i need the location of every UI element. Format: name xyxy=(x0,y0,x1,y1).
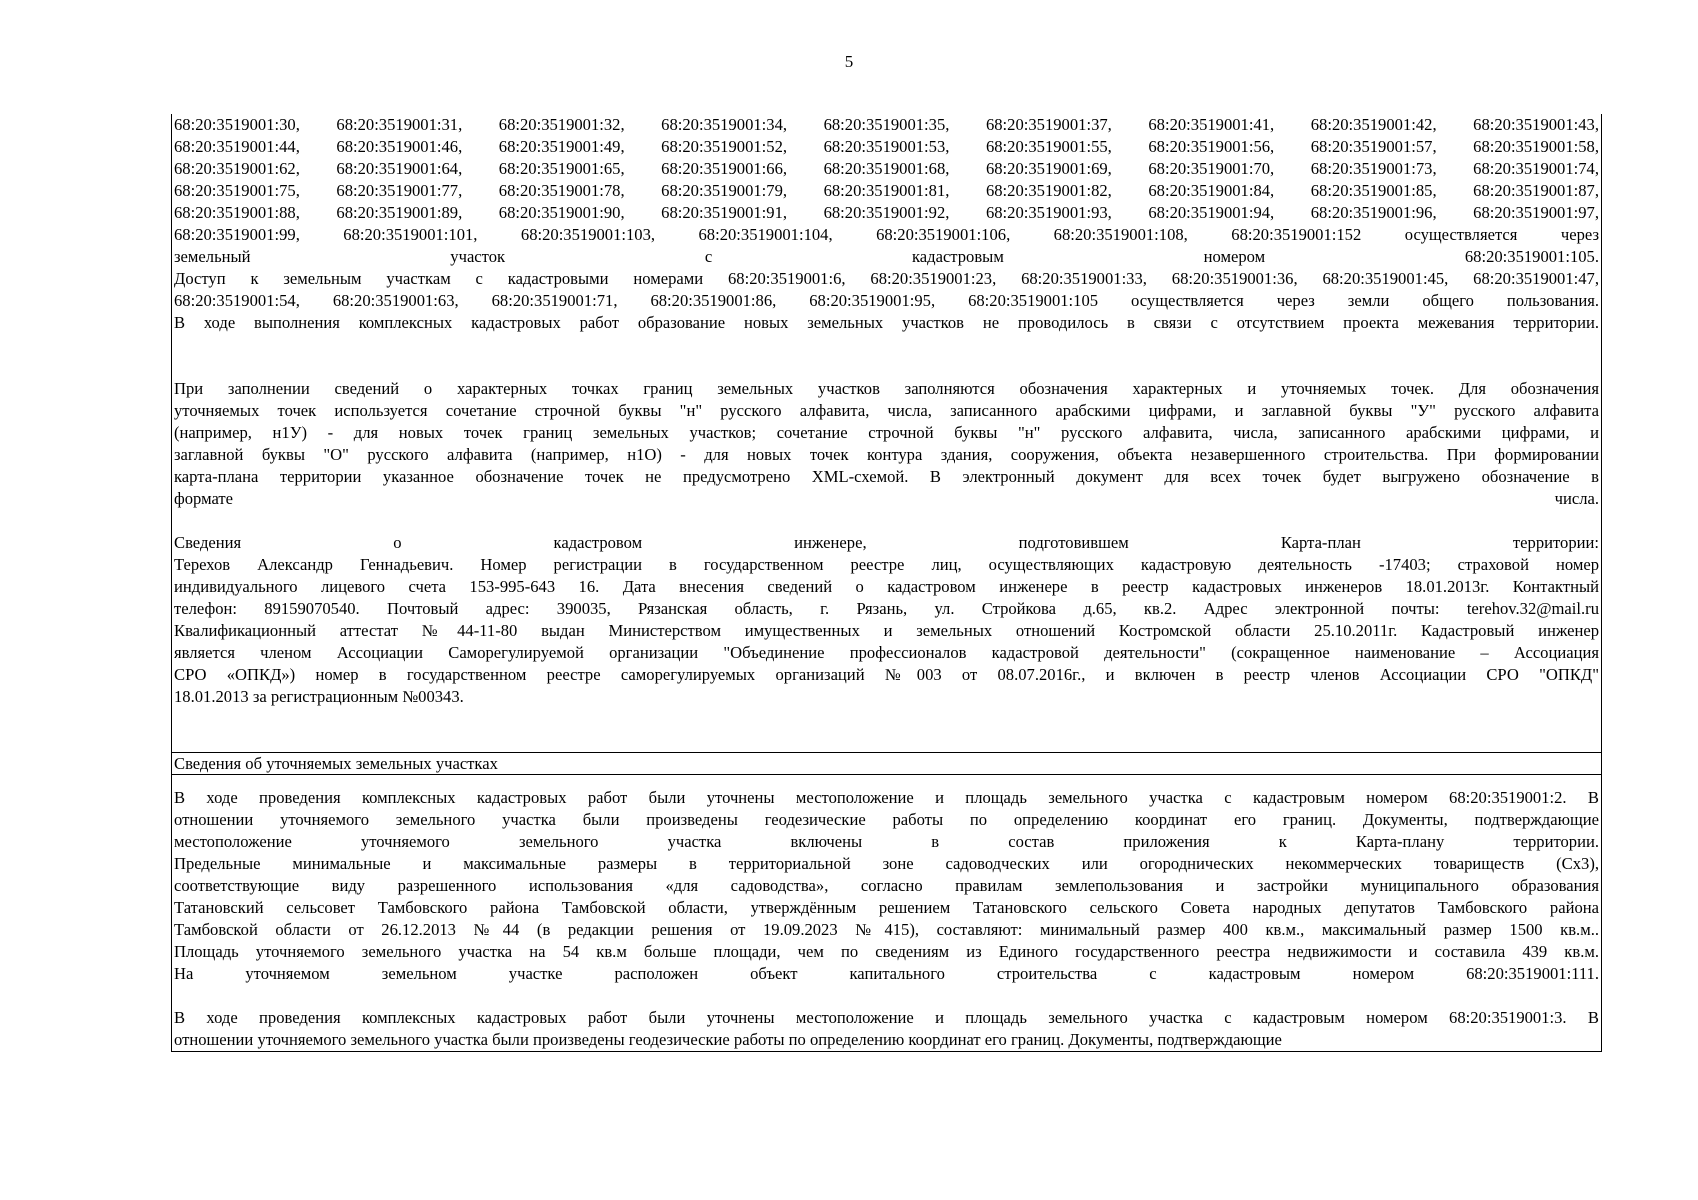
page-number: 5 xyxy=(844,52,854,71)
text-line: Татановский сельсовет Тамбовского района Тамбовской области, утверждённым решением Татановского сельского Совета народных депутатов Тамбовского района xyxy=(174,898,1599,917)
text-line: Предельные минимальные и максимальные размеры в территориальной зоне садоводческих или огороднических некоммерческих товариществ (Сх3), xyxy=(174,854,1599,873)
text-line: уточняемых точек используется сочетание строчной буквы "н" русского алфавита, числа, записанного арабскими цифрами, и заглавной буквы "У" русского алфавита xyxy=(174,401,1599,420)
text-line: отношении уточняемого земельного участка были произведены геодезические работы по определению координат его границ. Документы, подтверждающие xyxy=(174,810,1599,829)
text-line: 68:20:3519001:54, 68:20:3519001:63, 68:20:3519001:71, 68:20:3519001:86, 68:20:3519001:95, 68:20:3519001:105 осуществляется через земли общего пользования. xyxy=(174,291,1599,310)
text-line: Доступ к земельным участкам с кадастровыми номерами 68:20:3519001:6, 68:20:3519001:23, 68:20:3519001:33, 68:20:3519001:36, 68:20:3519001:45, 68:20:3519001:47, xyxy=(174,269,1599,288)
text-line: 68:20:3519001:88, 68:20:3519001:89, 68:20:3519001:90, 68:20:3519001:91, 68:20:3519001:92, 68:20:3519001:93, 68:20:3519001:94, 68:20:3519001:96, 68:20:3519001:97, xyxy=(174,203,1599,222)
block-cadastral-engineer xyxy=(172,532,1601,708)
text-line: При заполнении сведений о характерных точках границ земельных участков заполняются обозначения характерных и уточняемых точек. Для обозначения xyxy=(174,379,1599,398)
text-line: Площадь уточняемого земельного участка на 54 кв.м больше площади, чем по сведениям из Единого государственного реестра недвижимости и составила 439 кв.м. xyxy=(174,942,1599,961)
text-line: земельный участок с кадастровым номером 68:20:3519001:105. xyxy=(174,247,1599,266)
text-line: Тамбовской области от 26.12.2013 №44 (в редакции решения от 19.09.2023 №415), составляют: минимальный размер 400 кв.м., максимальный размер 1500 кв.м.. xyxy=(174,920,1599,939)
block-point-designations xyxy=(172,378,1601,510)
text-line: карта-плана территории указанное обозначение точек не предусмотрено XML-схемой. В электронный документ для всех точек будет выгружено обозначение в xyxy=(174,467,1599,486)
text-line: Квалификационный аттестат №44-11-80 выдан Министерством имущественных и земельных отношений Костромской области 25.10.2011г. Кадастровый инженер xyxy=(174,621,1599,640)
text-line: (например, н1У) - для новых точек границ земельных участков; сочетание строчной буквы "н" русского алфавита, числа, записанного арабскими цифрами, и xyxy=(174,423,1599,442)
text-line: Сведения о кадастровом инженере, подготовившем Карта-план территории: xyxy=(174,533,1599,552)
text-line: соответствующие виду разрешенного использования «для садоводства», согласно правилам землепользования и застройки муниципального образования xyxy=(174,876,1599,895)
section-header: Сведения об уточняемых земельных участках xyxy=(172,752,1601,775)
block-parcel-3 xyxy=(172,1007,1601,1051)
text-line: В ходе проведения комплексных кадастровых работ были уточнены местоположение и площадь земельного участка с кадастровым номером 68:20:3519001:2. В xyxy=(174,788,1599,807)
text-line: 68:20:3519001:30, 68:20:3519001:31, 68:20:3519001:32, 68:20:3519001:34, 68:20:3519001:35, 68:20:3519001:37, 68:20:3519001:41, 68:20:3519001:42, 68:20:3519001:43, xyxy=(174,115,1599,134)
text-line: 18.01.2013 за регистрационным №00343. xyxy=(174,687,464,706)
text-line: В ходе выполнения комплексных кадастровых работ образование новых земельных участков не проводилось в связи с отсутствием проекта межевания территории. xyxy=(174,313,1599,332)
text-line: заглавной буквы "О" русского алфавита (например, н1О) - для новых точек контура здания, сооружения, объекта незавершенного строительства. При формировании xyxy=(174,445,1599,464)
text-line: 68:20:3519001:62, 68:20:3519001:64, 68:20:3519001:65, 68:20:3519001:66, 68:20:3519001:68, 68:20:3519001:69, 68:20:3519001:70, 68:20:3519001:73, 68:20:3519001:74, xyxy=(174,159,1599,178)
text-line: СРО «ОПКД») номер в государственном реестре саморегулируемых организаций №003 от 08.07.2016г., и включен в реестр членов Ассоциации СРО "ОПКД" xyxy=(174,665,1599,684)
text-line: 68:20:3519001:44, 68:20:3519001:46, 68:20:3519001:49, 68:20:3519001:52, 68:20:3519001:53, 68:20:3519001:55, 68:20:3519001:56, 68:20:3519001:57, 68:20:3519001:58, xyxy=(174,137,1599,156)
text-line: На уточняемом земельном участке расположен объект капитального строительства с кадастровым номером 68:20:3519001:111. xyxy=(174,964,1599,983)
text-line: телефон: 89159070540. Почтовый адрес: 390035, Рязанская область, г. Рязань, ул. Стройкова д.65, кв.2. Адрес электронной почты: terehov.32@mail.ru xyxy=(174,599,1599,618)
block-access-parcels xyxy=(172,114,1601,334)
text-line: Терехов Александр Геннадьевич. Номер регистрации в государственном реестре лиц, осуществляющих кадастровую деятельность -17403; страховой номер xyxy=(174,555,1599,574)
text-line: является членом Ассоциации Саморегулируемой организации "Объединение профессионалов кадастровой деятельности" (сокращенное наименование – Ассоциация xyxy=(174,643,1599,662)
block-parcel-2 xyxy=(172,787,1601,985)
text-line: 68:20:3519001:99, 68:20:3519001:101, 68:20:3519001:103, 68:20:3519001:104, 68:20:3519001:106, 68:20:3519001:108, 68:20:3519001:152 осуществляется через xyxy=(174,225,1599,244)
text-line: В ходе проведения комплексных кадастровых работ были уточнены местоположение и площадь земельного участка с кадастровым номером 68:20:3519001:3. В xyxy=(174,1008,1599,1027)
text-line: 68:20:3519001:75, 68:20:3519001:77, 68:20:3519001:78, 68:20:3519001:79, 68:20:3519001:81, 68:20:3519001:82, 68:20:3519001:84, 68:20:3519001:85, 68:20:3519001:87, xyxy=(174,181,1599,200)
text-line: индивидуального лицевого счета 153-995-643 16. Дата внесения сведений о кадастровом инженере в реестр кадастровых инженеров 18.01.2013г. Контактный xyxy=(174,577,1599,596)
document-frame xyxy=(171,114,1602,1052)
text-line: формате числа. xyxy=(174,489,1599,508)
text-line: местоположение уточняемого земельного участка включены в состав приложения к Карта-плану территории. xyxy=(174,832,1599,851)
text-line: отношении уточняемого земельного участка были произведены геодезические работы по определению координат его границ. Документы, подтверждающие xyxy=(174,1030,1282,1049)
